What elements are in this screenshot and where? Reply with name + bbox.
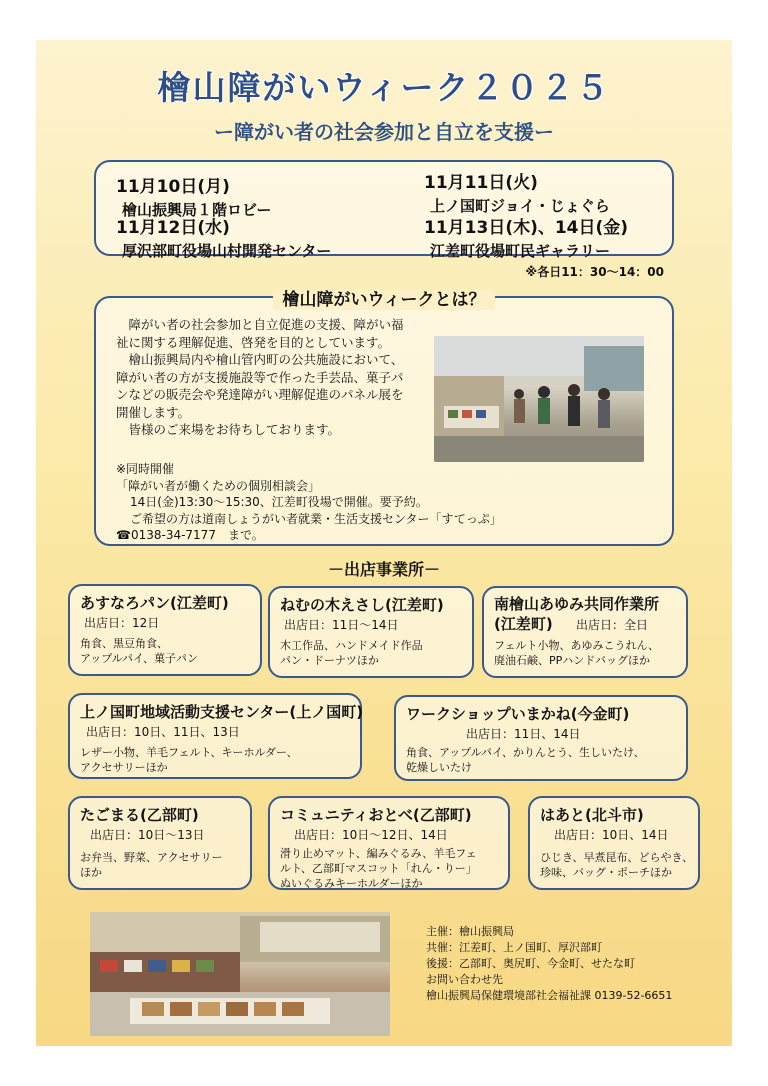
page-subtitle: ー障がい者の社会参加と自立を支援ー	[214, 120, 554, 144]
about-text	[116, 316, 406, 439]
schedule-place: 檜山振興局１階ロビー	[122, 201, 272, 219]
event-photo	[434, 336, 644, 462]
sales-photo	[90, 912, 390, 1036]
vendor-items: 滑り止めマット、編みぐるみ、羊毛フェ ルト、乙部町マスコット「れん・りー」 ぬいぐるみキーホルダーほか	[280, 847, 477, 890]
vendor-name: あすなろパン(江差町)	[80, 594, 229, 612]
schedule-item	[424, 213, 628, 261]
schedule-date: 11月10日(月)	[116, 177, 230, 197]
vendor-card	[68, 584, 262, 676]
vendor-items: 角食、黒豆角食、 アップルパイ、菓子パン	[80, 637, 199, 665]
vendor-card	[268, 796, 510, 890]
vendor-items: フェルト小物、あゆみこうれん、 廃油石鹸、PPハンドバッグほか	[494, 639, 660, 667]
credit-sponsor: 後援：乙部町、奥尻町、今金町、せたな町	[426, 957, 635, 970]
vendor-items: ひじき、早煮昆布、どらやき、 珍味、バッグ・ポーチほか	[540, 851, 694, 879]
vendor-name: ワークショップいまかね(今金町)	[406, 705, 630, 723]
vendor-card	[528, 796, 700, 890]
schedule-place: 厚沢部町役場山村開発センター	[122, 242, 332, 260]
vendor-days: 出店日：10日～13日	[90, 828, 205, 842]
schedule-item	[424, 168, 610, 216]
vendor-days: 出店日：10日、11日、13日	[86, 725, 240, 739]
vendor-name: ねむの木えさし(江差町)	[280, 596, 444, 614]
time-note: ※各日11：30～14：00	[525, 265, 664, 279]
vendor-name: たごまる(乙部町)	[80, 806, 199, 824]
concurrent-contact: ご希望の方は道南しょうがい者就業・生活支援センター「すてっぷ」	[130, 511, 502, 526]
schedule-date: 11月12日(水)	[116, 218, 230, 238]
credit-cohost: 共催：江差町、上ノ国町、厚沢部町	[426, 941, 602, 954]
concurrent-title: 「障がい者が働くための個別相談会」	[116, 478, 321, 493]
concurrent-label: ※同時開催	[116, 462, 175, 476]
concurrent-phone: ☎0138-34-7177 まで。	[116, 528, 264, 542]
vendor-name: 南檜山あゆみ共同作業所 (江差町)	[494, 595, 660, 633]
vendors-heading: －出店事業所－	[327, 560, 440, 579]
vendor-items: 木工作品、ハンドメイド作品 パン・ドーナツほか	[280, 639, 423, 667]
about-paragraph: 障がい者の社会参加と自立促進の支援、障がい福祉に関する理解促進、啓発を目的としています。	[116, 317, 404, 350]
vendor-name: コミュニティおとべ(乙部町)	[280, 806, 472, 824]
vendor-card	[68, 693, 362, 779]
sales-photo-illustration	[90, 912, 390, 1036]
vendor-card	[482, 586, 688, 678]
credits	[426, 924, 672, 1004]
event-photo-illustration	[434, 336, 644, 462]
vendor-card	[268, 586, 474, 678]
schedule-item	[116, 213, 331, 261]
schedule-date: 11月11日(火)	[424, 173, 538, 193]
page-title: 檜山障がいウィーク２０２５	[157, 68, 611, 107]
about-heading	[0, 285, 768, 310]
credit-contact: 檜山振興局保健環境部社会福祉課 0139-52-6651	[426, 989, 673, 1002]
credit-organizer: 主催：檜山振興局	[426, 925, 514, 938]
vendor-days: 出店日：11日、14日	[466, 727, 581, 741]
concurrent-detail: 14日(金)13:30～15:30、江差町役場で開催。要予約。	[130, 495, 428, 509]
vendor-items: 角食、アップルパイ、かりんとう、生しいたけ、 乾燥しいたけ	[406, 746, 645, 774]
schedule-place: 上ノ国町ジョイ・じょぐら	[430, 197, 610, 215]
vendor-name: 上ノ国町地域活動支援センター(上ノ国町)	[80, 703, 364, 721]
vendor-card	[68, 796, 252, 890]
credit-contact-label: お問い合わせ先	[426, 973, 503, 986]
vendor-name: はあと(北斗市)	[540, 806, 644, 824]
vendor-days: 出店日：12日	[84, 616, 160, 630]
vendor-card	[394, 695, 688, 781]
vendor-items: お弁当、野菜、アクセサリー ほか	[80, 851, 223, 879]
vendor-days: 出店日：10日～12日、14日	[294, 828, 448, 842]
about-paragraph: 檜山振興局内や檜山管内町の公共施設において、障がい者の方が支援施設等で作った手芸品、菓子パンなどの販売会や発達障がい理解促進のパネル展を開催します。	[116, 352, 404, 420]
schedule-date: 11月13日(木)、14日(金)	[424, 218, 629, 238]
about-paragraph: 皆様のご来場をお待ちしております。	[128, 422, 341, 437]
vendor-days: 出店日：全日	[576, 618, 649, 632]
schedule-place: 江差町役場町民ギャラリー	[430, 242, 611, 260]
vendor-items: レザー小物、羊毛フェルト、キーホルダー、 アクセサリーほか	[80, 746, 298, 774]
vendor-days: 出店日：11日～14日	[284, 618, 399, 632]
vendor-days: 出店日：10日、14日	[554, 828, 669, 842]
concurrent-event	[116, 461, 676, 544]
about-heading-text: 檜山障がいウィークとは？	[273, 290, 496, 310]
